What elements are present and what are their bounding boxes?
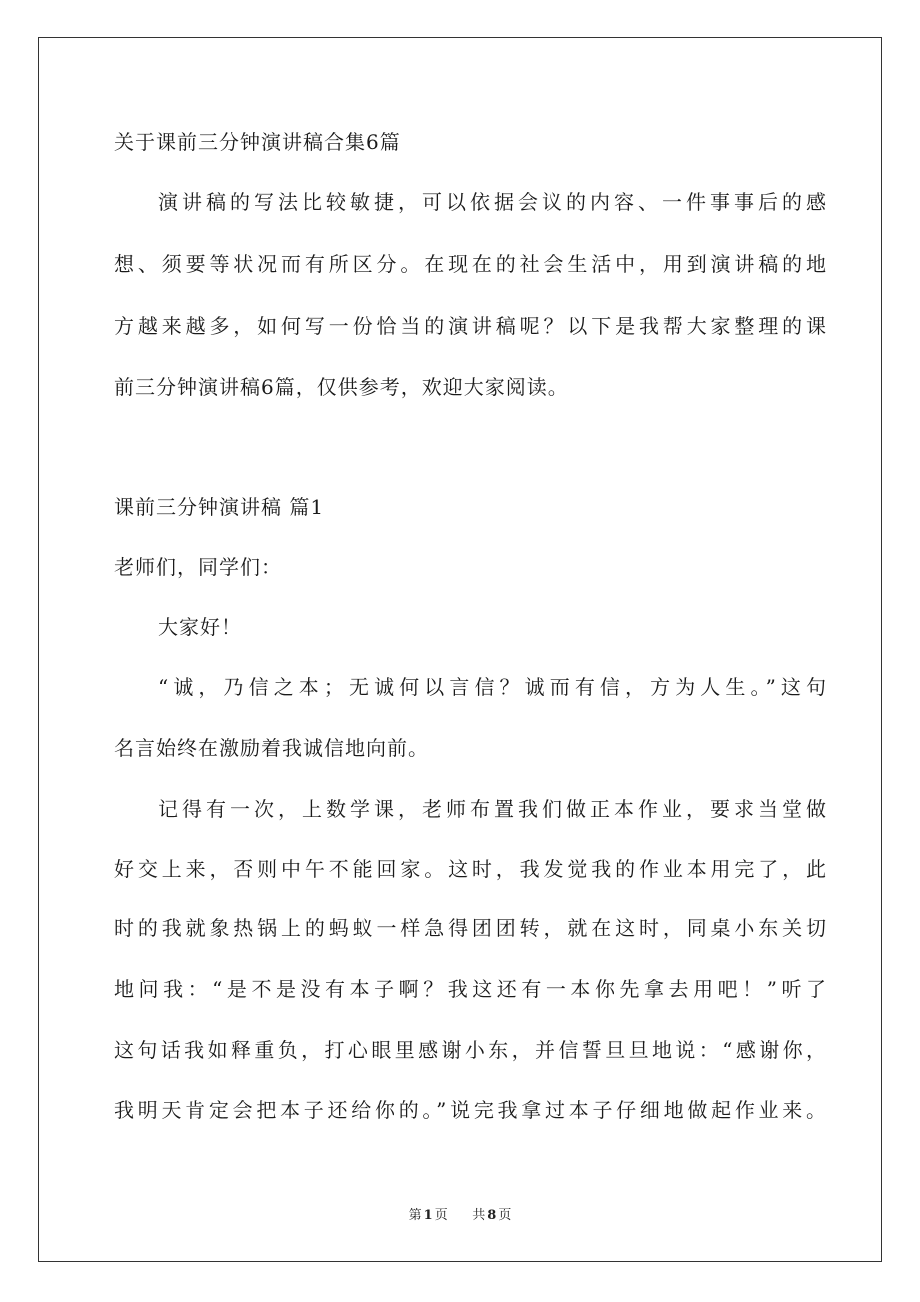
document-title: 关于课前三分钟演讲稿合集6篇 bbox=[114, 130, 401, 154]
total-suffix: 页 bbox=[498, 1208, 512, 1223]
para1-line-2: 名言始终在激励着我诚信地向前。 bbox=[114, 736, 429, 760]
intro-line-2: 想、须要等状况而有所区分。在现在的社会生活中，用到演讲稿的地 bbox=[114, 252, 826, 276]
intro-line-3: 方越来越多，如何写一份恰当的演讲稿呢？以下是我帮大家整理的课 bbox=[114, 314, 826, 338]
page-indicator bbox=[407, 1208, 450, 1223]
para2-line-5: 这句话我如释重负，打心眼里感谢小东，并信誓旦旦地说：“感谢你， bbox=[114, 1038, 826, 1062]
page-number: 1 bbox=[423, 1208, 433, 1223]
intro-line-1: 演讲稿的写法比较敏捷，可以依据会议的内容、一件事事后的感 bbox=[158, 190, 826, 214]
page-suffix: 页 bbox=[434, 1208, 448, 1223]
para1-line-1: “诚，乃信之本；无诚何以言信？诚而有信，方为人生。”这句 bbox=[158, 675, 826, 699]
total-prefix: 共 bbox=[472, 1208, 486, 1223]
intro-line-4: 前三分钟演讲稿6篇，仅供参考，欢迎大家阅读。 bbox=[114, 375, 569, 399]
para2-line-6: 我明天肯定会把本子还给你的。”说完我拿过本子仔细地做起作业来。 bbox=[114, 1098, 826, 1122]
salutation: 老师们，同学们： bbox=[114, 555, 282, 579]
page-footer bbox=[0, 1207, 920, 1225]
page-border bbox=[38, 37, 882, 1262]
para2-line-3: 时的我就象热锅上的蚂蚁一样急得团团转，就在这时，同桌小东关切 bbox=[114, 916, 826, 940]
para2-line-1: 记得有一次，上数学课，老师布置我们做正本作业，要求当堂做 bbox=[158, 797, 826, 821]
section-heading: 课前三分钟演讲稿 篇1 bbox=[114, 495, 325, 519]
total-indicator bbox=[470, 1208, 513, 1223]
total-pages: 8 bbox=[487, 1208, 497, 1223]
para2-line-2: 好交上来，否则中午不能回家。这时，我发觉我的作业本用完了，此 bbox=[114, 857, 826, 881]
page-prefix: 第 bbox=[408, 1208, 422, 1223]
para2-line-4: 地问我：“是不是没有本子啊？我这还有一本你先拿去用吧！”听了 bbox=[114, 977, 826, 1001]
greeting: 大家好！ bbox=[158, 615, 242, 639]
